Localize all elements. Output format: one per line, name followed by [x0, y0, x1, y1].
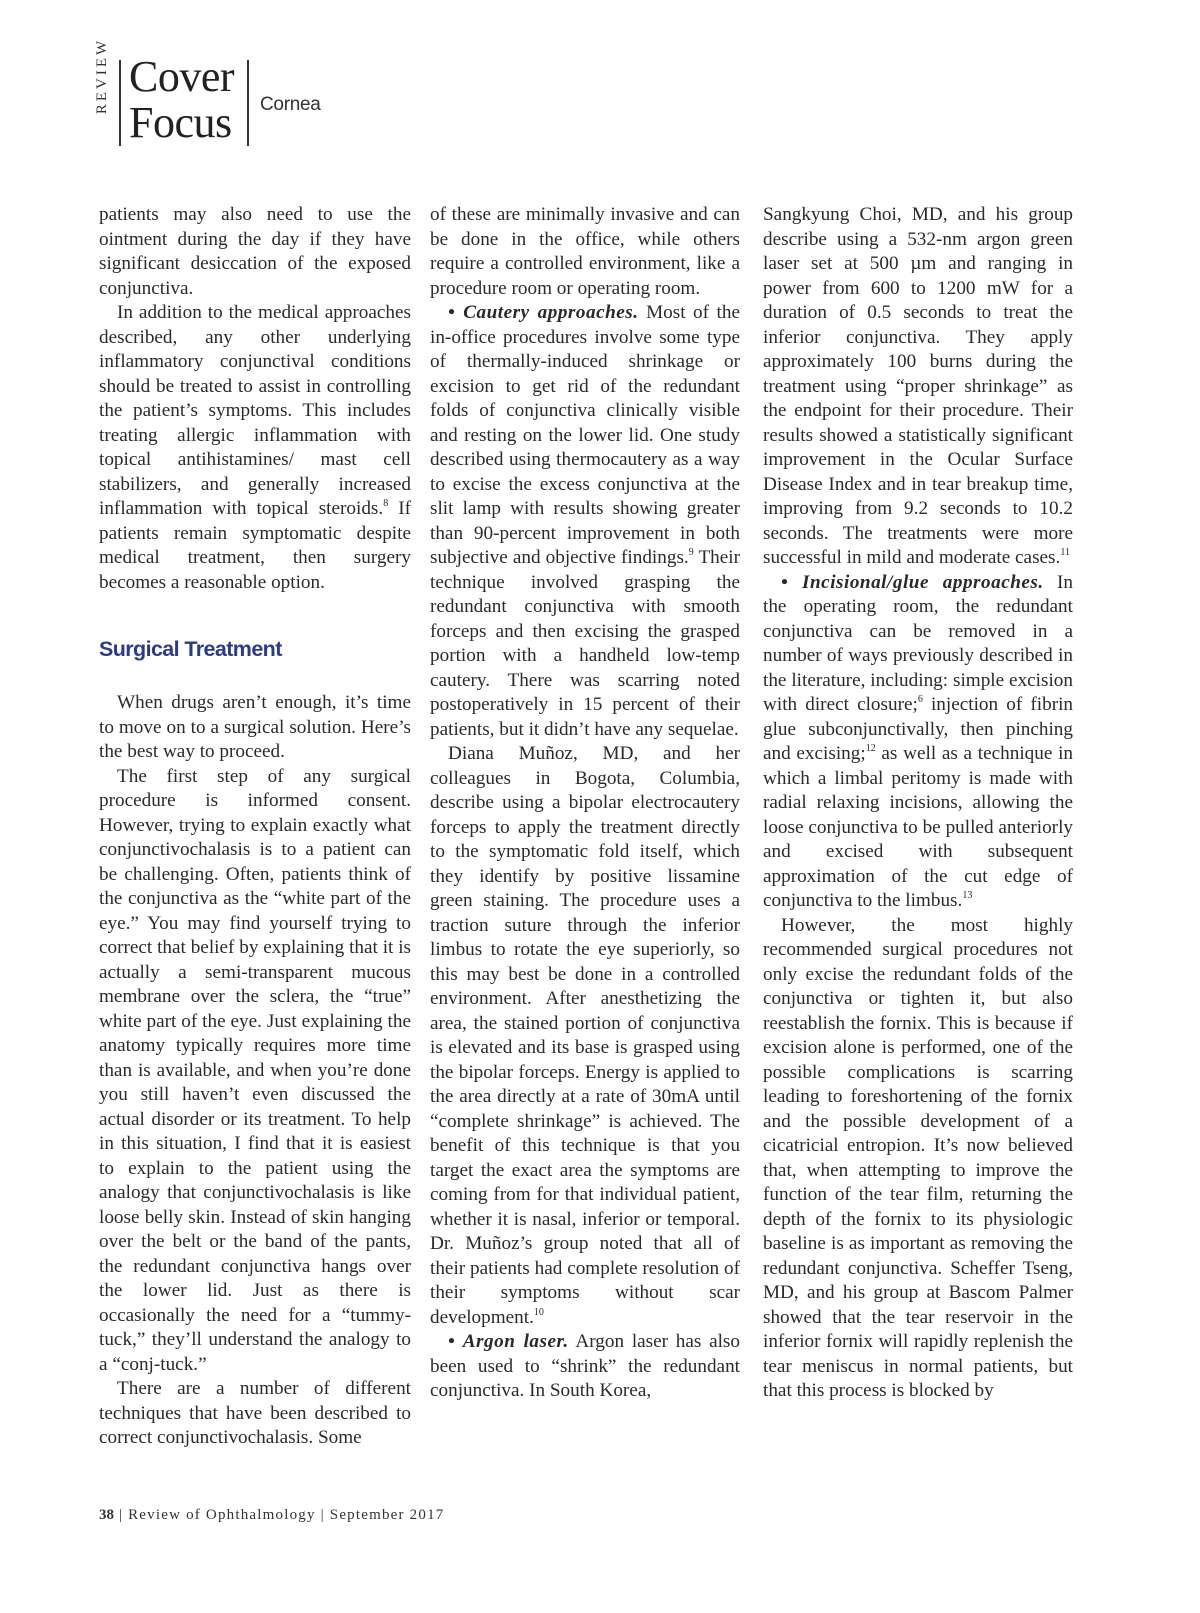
- paragraph-text: Argon laser has also been used to “shrink” the redundant conjunctiva. In South Korea,: [430, 1331, 740, 1401]
- cover-title-line1: Cover: [129, 52, 235, 101]
- reference-mark: 11: [1060, 547, 1070, 558]
- paragraph: [430, 742, 740, 1330]
- paragraph: [763, 203, 1073, 571]
- section-label: Cornea: [260, 94, 321, 115]
- paragraph-text: injection of fibrin glue subconjunctivally, then pinching and excising;: [763, 694, 1074, 764]
- reference-mark: 12: [865, 743, 876, 754]
- paragraph: patients may also need to use the ointment during the day if they have significant desiccation of the exposed conjunctiva.: [99, 204, 411, 299]
- paragraph-text: as well as a technique in which a limbal peritomy is made with radial relaxing incisions, allowing the loose conjunctiva to be pulled anteriorly and excised with subsequent approximation of the cut edge of conjunctiva to the limbus.: [763, 743, 1074, 911]
- subheading: Surgical Treatment: [99, 637, 282, 661]
- paragraph: However, the most highly recommended surgical procedures not only excise the redundant folds of the conjunctiva or tighten it, but also reestablish the fornix. This is because if excision alone is performed, one of the possible complications is scarring leading to foreshortening of the fornix and the possible development of a cicatricial entropion. It’s now believed that, when attempting to improve the function of the tear film, returning the depth of the fornix to its physiologic baseline is as important as removing the redundant conjunctiva. Scheffer Tseng, MD, and his group at Bascom Palmer showed that the tear reservoir in the inferior fornix will rapidly replenish the tear meniscus in normal patients, but that this process is blocked by: [763, 914, 1073, 1401]
- paragraph: There are a number of different techniques that have been described to correct conjunctivochalasis. Some: [99, 1378, 411, 1448]
- paragraph: [763, 571, 1073, 914]
- bullet-label: • Cautery approaches.: [448, 302, 639, 323]
- header-divider: [119, 60, 121, 146]
- reference-mark: 8: [383, 498, 389, 509]
- paragraph: [430, 301, 740, 742]
- paragraph: [430, 1330, 740, 1404]
- bullet-label: • Incisional/glue approaches.: [781, 571, 1044, 593]
- review-label: REVIEW: [94, 37, 110, 115]
- paragraph-text: If patients remain symptomatic despite medical treatment, then surgery becomes a reasonable option.: [99, 498, 411, 593]
- page-footer: [99, 1507, 444, 1524]
- reference-mark: 13: [962, 890, 973, 901]
- header-divider-2: [247, 60, 249, 146]
- footer-text: | Review of Ophthalmology | September 2017: [114, 1507, 445, 1523]
- paragraph-text: Most of the in-office procedures involve some type of thermally-induced shrinkage or excision to get rid of the redundant folds of conjunctiva clinically visible and resting on the lower lid. One study described using thermocautery as a way to excise the excess conjunctiva at the slit lamp with results showing greater than 90-percent improvement in both subjective and objective findings.: [430, 302, 740, 568]
- paragraph: [99, 301, 411, 595]
- paragraph: The first step of any surgical procedure is informed consent. However, trying to explain exactly what conjunctivochalasis is to a patient can be challenging. Often, patients think of the conjunctiva as the “white part of the eye.” You may find yourself trying to correct that belief by explaining that it is actually a semi-transparent mucous membrane over the sclera, the “true” white part of the eye. Just explaining the anatomy typically requires more time than is available, and when you’re done you still haven’t even discussed the actual disorder or its treatment. To help in this situation, I find that it is easiest to explain to the patient using the analogy that conjunctivochalasis is like loose belly skin. Instead of skin hanging over the belt or the band of the pants, the redundant conjunctiva hangs over the lower lid. Just as there is occasionally the need for a “tummy-tuck,” they’ll understand the analogy to a “conj-tuck.”: [99, 765, 411, 1375]
- reference-mark: 10: [533, 1306, 544, 1318]
- paragraph: When drugs aren’t enough, it’s time to move on to a surgical solution. Here’s the best way to proceed.: [99, 692, 411, 762]
- paragraph-text: Their technique involved grasping the redundant conjunctiva with smooth forceps and then excising the grasped portion with a handheld low-temp cautery. There was scarring noted postoperatively in 15 percent of their patients, but it didn’t have any sequelae.: [430, 547, 740, 740]
- paragraph-text: Sangkyung Choi, MD, and his group describe using a 532-nm argon green laser set at 500 µm and ranging in power from 600 to 1200 mW for a duration of 0.5 seconds to treat the inferior conjunctiva. They apply approximately 100 burns during the treatment using “proper shrinkage” as the endpoint for their procedure. Their results showed a statistically significant improvement in the Ocular Surface Disease Index and in tear breakup time, improving from 9.2 seconds to 10.2 seconds. The treatments were more successful in mild and moderate cases.: [763, 204, 1073, 568]
- paragraph-text: In the operating room, the redundant conjunctiva can be removed in a number of ways previously described in the literature, including: simple excision with direct closure;: [763, 571, 1073, 715]
- cover-title-line2: Focus: [129, 98, 232, 147]
- text-column-1: [99, 203, 411, 1451]
- reference-mark: 6: [917, 694, 923, 705]
- paragraph-text: In addition to the medical approaches described, any other underlying inflammatory conjunctival conditions should be treated to assist in controlling the patient’s symptoms. This includes treating allergic inflammation with topical antihistamines/ mast cell stabilizers, and generally increased inflammation with topical steroids.: [99, 302, 411, 519]
- bullet-label: • Argon laser.: [448, 1331, 569, 1352]
- reference-mark: 9: [688, 547, 694, 558]
- text-column-2: [430, 203, 740, 1404]
- paragraph: of these are minimally invasive and can be done in the office, while others require a controlled environment, like a procedure room or operating room.: [430, 204, 740, 299]
- text-column-3: [763, 203, 1073, 1404]
- paragraph-text: Diana Muñoz, MD, and her colleagues in Bogota, Columbia, describe using a bipolar electrocautery forceps to apply the treatment directly to the symptomatic fold itself, which they identify by positive lissamine green staining. The procedure uses a traction suture through the inferior limbus to rotate the eye superiorly, so this may best be done in a controlled environment. After anesthetizing the area, the stained portion of conjunctiva is elevated and its base is grasped using the bipolar forceps. Energy is applied to the area directly at a rate of 30mA until “complete shrinkage” is achieved. The benefit of this technique is that you target the exact area the symptoms are coming from for that individual patient, whether it is nasal, inferior or temporal. Dr. Muñoz’s group noted that all of their patients had complete resolution of their symptoms without scar development.: [430, 743, 740, 1328]
- cover-focus-title: [129, 54, 234, 146]
- page-number: 38: [99, 1507, 114, 1523]
